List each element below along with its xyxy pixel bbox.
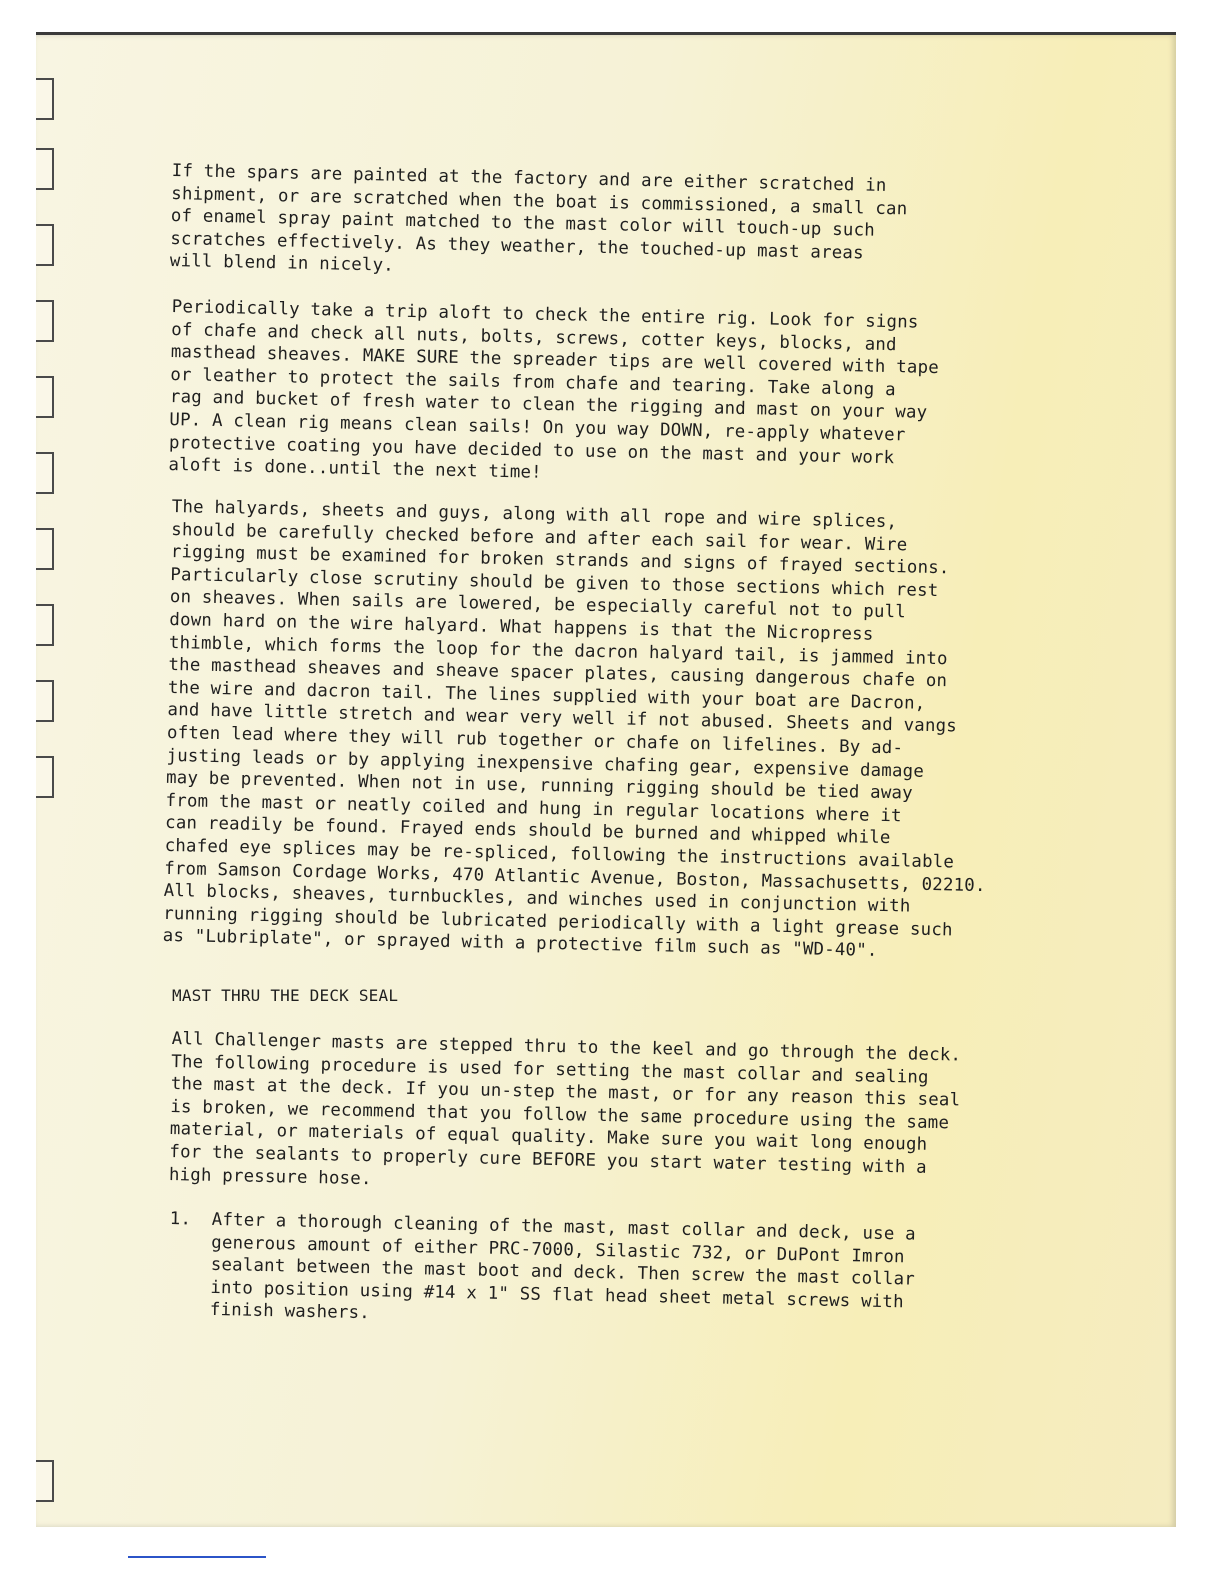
binding-hole <box>36 148 54 190</box>
binding-hole <box>36 78 54 120</box>
binding-hole <box>36 452 54 494</box>
section-heading: MAST THRU THE DECK SEAL <box>172 986 399 1005</box>
binding-hole <box>36 224 54 266</box>
binding-hole <box>36 680 54 722</box>
paragraph-text: All Challenger masts are stepped thru to the keel and go through the deck. The following procedure is used for setting the mast collar and sealing the mast at the deck. If you un-step the mast, or for any reason this seal is broken, we recommend that you follow the same procedure using the same material, or materials of equal quality. Make sure you wait long enough for the sealants to properly cure BEFORE you start water testing with a high pressure hose. <box>168 1028 962 1189</box>
binding-hole <box>36 604 54 646</box>
binding-hole <box>36 528 54 570</box>
binding-hole <box>36 1460 54 1502</box>
paragraph-trip-aloft <box>168 296 1032 495</box>
binding-hole <box>36 376 54 418</box>
list-item <box>168 1208 1030 1339</box>
paragraph-running-rigging <box>163 496 1032 966</box>
footer-link-underline <box>128 1556 266 1558</box>
paragraph-text: If the spars are painted at the factory and are either scratched in shipment, or are scratched when the boat is commissioned, a small can of enamel spray paint matched to the mast color will touch-up such scratches effectively. As they weather, the touched-up mast areas will blend in nicely. <box>169 160 908 277</box>
binding-hole <box>36 756 54 798</box>
paragraph-text: Periodically take a trip aloft to check the entire rig. Look for signs of chafe and check all nuts, bolts, screws, cotter keys, blocks, and masthead sheaves. MAKE SURE the spreader tips are well covered with tape or leather to protect the sails from chafe and tearing. Take along a rag and bucket of fresh water to clean the rigging and mast on your way UP. A clean rig means clean sails! On you way DOWN, re-apply whatever protective coating you have decided to use on the mast and your work aloft is done..until the next time! <box>168 296 940 483</box>
list-text: After a thorough cleaning of the mast, mast collar and deck, use a generous amount of either PRC-7000, Silastic 732, or DuPont Imron sealant between the mast boot and deck. Then screw the mast collar into position using #14 x 1" SS flat head sheet metal screws with finish washers. <box>209 1209 917 1324</box>
list-number: 1. <box>169 1208 192 1230</box>
paragraph-deck-seal <box>169 1028 1032 1204</box>
paragraph-spar-paint <box>170 160 1032 291</box>
paragraph-text: The halyards, sheets and guys, along with all rope and wire splices, should be carefully checked before and after each sail for wear. Wire rigging must be examined for broken strands and signs of frayed sections. Particularly close scrutiny should be given to those sections which rest on sheaves. When sails are lowered, be especially careful not to pull down hard on the wire halyard. What happens is that the Nicropress thimble, which forms the loop for the dacron halyard tail, is jammed into the masthead sheaves and sheave spacer plates, causing dangerous chafe on the wire and dacron tail. The lines supplied with your boat are Dacron, and have little stretch and wear very well if not abused. Sheets and vangs often lead where they will rub together or chafe on lifelines. By ad- justing leads or by applying inexpensive chafing gear, expensive damage may be prevented. When not in use, running rigging should be tied away from the mast or neatly coiled and hung in regular locations where it can readily be found. Frayed ends should be burned and whipped while chafed eye splices may be re-spliced, following the instructions available from Samson Cordage Works, 470 Atlantic Avenue, Boston, Massachusetts, 02210. All blocks, sheaves, turnbuckles, and winches used in conjunction with running rigging should be lubricated periodically with a light grease such as "Lubriplate", or sprayed with a protective film such as "WD-40". <box>162 496 986 962</box>
binding-hole <box>36 300 54 342</box>
